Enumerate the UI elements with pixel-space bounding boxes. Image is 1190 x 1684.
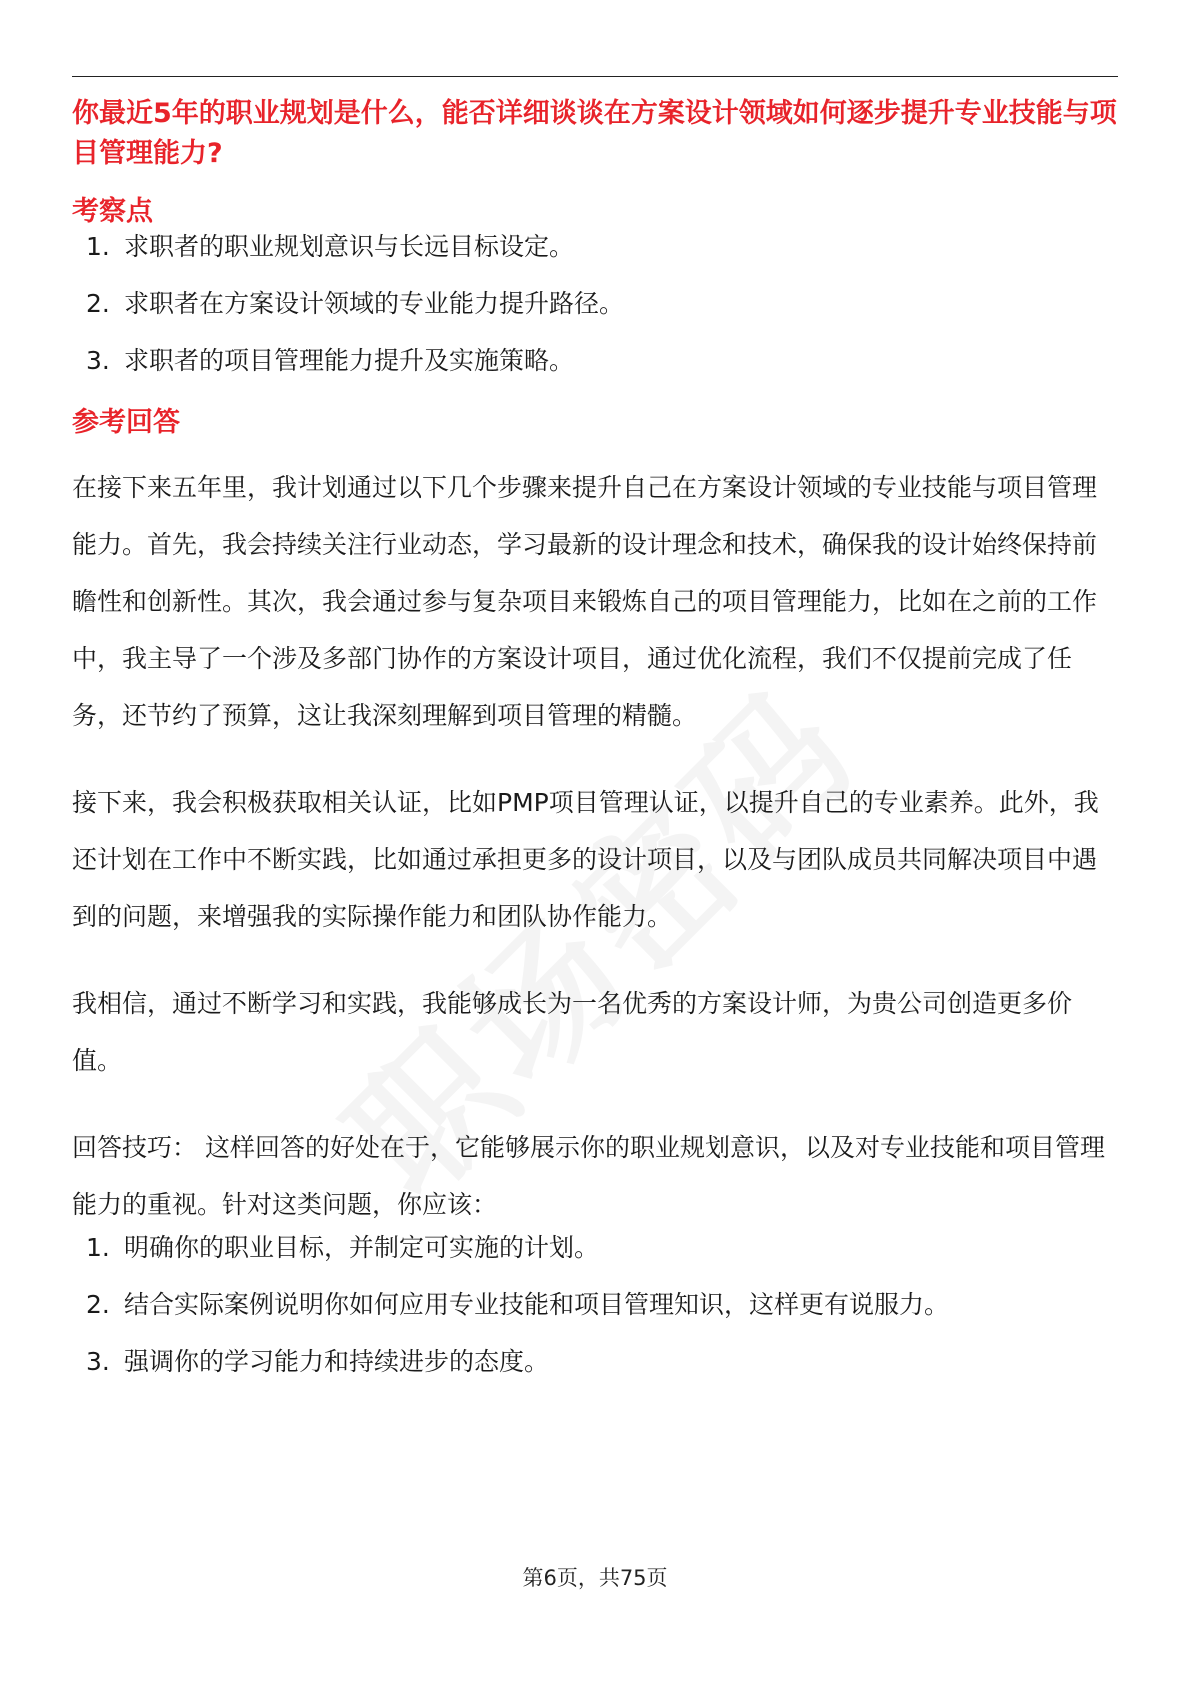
list-number: 3. bbox=[86, 346, 110, 375]
list-number: 1. bbox=[86, 232, 110, 261]
answer-paragraph: 在接下来五年里，我计划通过以下几个步骤来提升自己在方案设计领域的专业技能与项目管理能力。首先，我会持续关注行业动态，学习最新的设计理念和技术，确保我的设计始终保持前瞻性和创新性。其次，我会通过参与复杂项目来锻炼自己的项目管理能力，比如在之前的工作中，我主导了一个涉及多部门协作的方案设计项目，通过优化流程，我们不仅提前完成了任务，还节约了预算，这让我深刻理解到项目管理的精髓。 bbox=[72, 473, 1098, 730]
answer-heading: 参考回答 bbox=[72, 407, 180, 438]
answer-paragraph: 接下来，我会积极获取相关认证，比如PMP项目管理认证，以提升自己的专业素养。此外，我还计划在工作中不断实践，比如通过承担更多的设计项目，以及与团队成员共同解决项目中遇到的问题，来增强我的实际操作能力和团队协作能力。 bbox=[72, 788, 1099, 931]
list-item-text: 求职者的项目管理能力提升及实施策略。 bbox=[124, 346, 575, 375]
answer-paragraph: 我相信，通过不断学习和实践，我能够成长为一名优秀的方案设计师，为贵公司创造更多价值。 bbox=[72, 989, 1073, 1075]
tips-list bbox=[72, 1233, 1118, 1377]
tips-paragraph: 回答技巧： 这样回答的好处在于，它能够展示你的职业规划意识，以及对专业技能和项目管理能力的重视。针对这类问题，你应该： bbox=[72, 1133, 1105, 1219]
list-item bbox=[72, 289, 1118, 319]
list-number: 3. bbox=[86, 1347, 110, 1376]
question-title: 你最近5年的职业规划是什么，能否详细谈谈在方案设计领域如何逐步提升专业技能与项目管理能力? bbox=[72, 98, 1117, 169]
list-item bbox=[72, 232, 1118, 262]
page-footer: 第6页，共75页 bbox=[522, 1566, 668, 1590]
list-item-text: 强调你的学习能力和持续进步的态度。 bbox=[124, 1347, 550, 1376]
list-item-text: 求职者在方案设计领域的专业能力提升路径。 bbox=[124, 289, 625, 318]
list-item bbox=[72, 1233, 1118, 1263]
list-item bbox=[72, 1290, 1118, 1320]
list-number: 1. bbox=[86, 1233, 110, 1262]
page-content bbox=[72, 94, 1118, 1404]
list-item-text: 结合实际案例说明你如何应用专业技能和项目管理知识，这样更有说服力。 bbox=[124, 1290, 950, 1319]
list-item-text: 求职者的职业规划意识与长远目标设定。 bbox=[124, 232, 575, 261]
top-divider bbox=[72, 76, 1118, 77]
focus-heading: 考察点 bbox=[72, 196, 153, 227]
focus-list bbox=[72, 232, 1118, 376]
list-number: 2. bbox=[86, 289, 110, 318]
list-item bbox=[72, 1347, 1118, 1377]
list-item bbox=[72, 346, 1118, 376]
list-number: 2. bbox=[86, 1290, 110, 1319]
list-item-text: 明确你的职业目标，并制定可实施的计划。 bbox=[124, 1233, 600, 1262]
